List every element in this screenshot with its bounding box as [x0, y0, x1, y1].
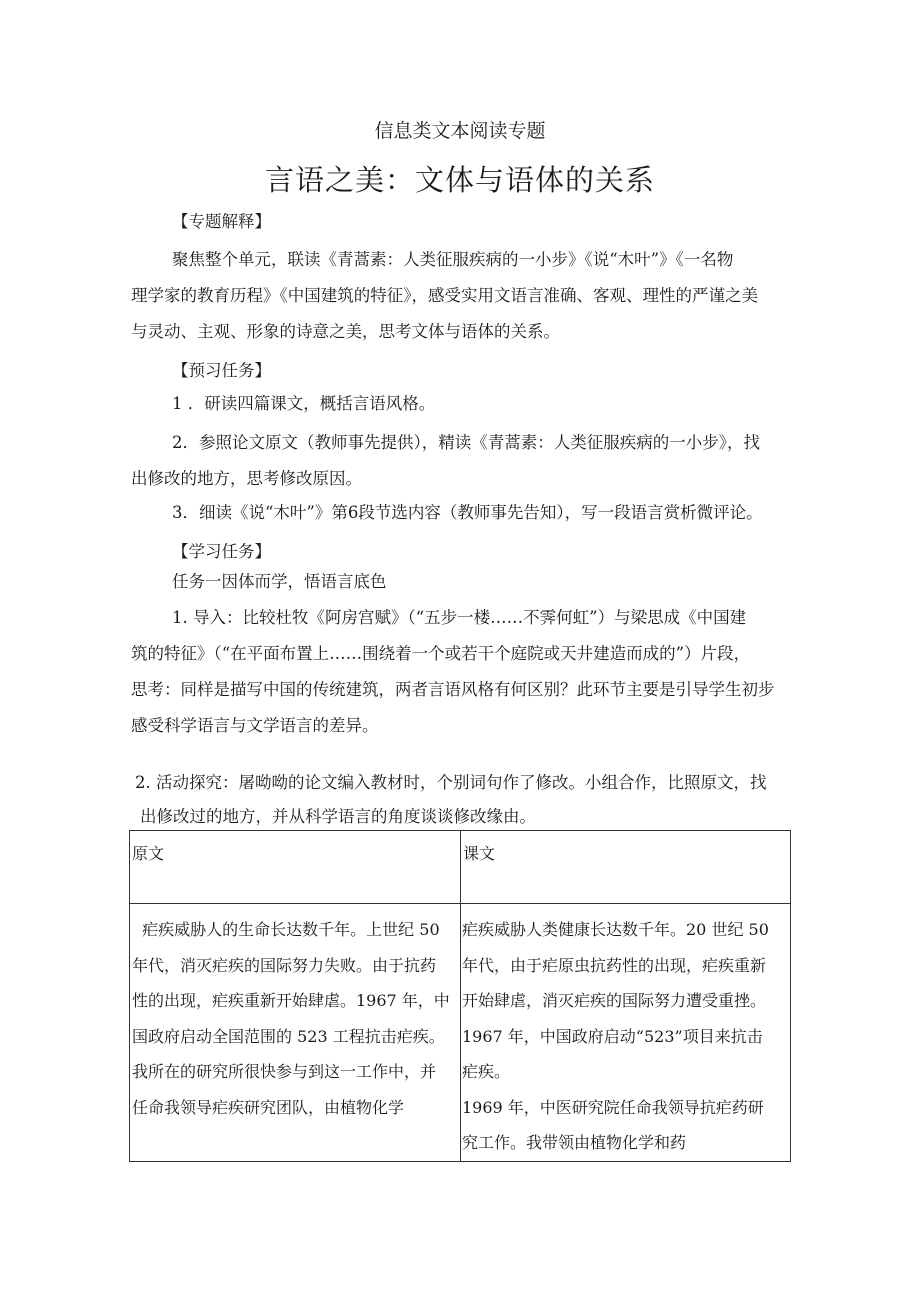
page-title: 言语之美：文体与语体的关系 [264, 163, 655, 197]
original-line: 任命我领导疟疾研究团队，由植物化学 [132, 1097, 405, 1117]
activity-paragraph [135, 766, 791, 834]
explain-paragraph [131, 242, 791, 350]
textbook-line: 1967 年，中国政府启动“523”项目来抗击 [462, 1026, 763, 1046]
original-text-cell [130, 904, 461, 1162]
study-intro-line: 1. 导入：比较杜牧《阿房宫赋》（“五步一楼……不霁何虹”）与梁思成《中国建 [172, 608, 747, 627]
textbook-line: 开始肆虐，消灭疟疾的国际努力遭受重挫。 [462, 991, 767, 1010]
textbook-line: 1969 年，中医研究院任命我领导抗疟药研 [462, 1097, 764, 1117]
task-1-title: 任务一因体而学，悟语言底色 [172, 572, 387, 591]
study-intro-line: 感受科学语言与文学语言的差异。 [131, 716, 379, 735]
section-heading-study: 【学习任务】 [172, 542, 271, 561]
textbook-line: 年代，由于疟原虫抗药性的出现，疟疾重新 [462, 955, 767, 975]
study-intro-line: 筑的特征》（“在平面布置上……围绕着一个或若干个庭院或天井建造而成的”）片段， [131, 644, 751, 663]
table-header-textbook [461, 831, 791, 904]
preview-item-2-line: 2．参照论文原文（教师事先提供），精读《青蒿素：人类征服疾病的一小步》，找 [172, 433, 760, 452]
textbook-line: 究工作。我带领由植物化学和药 [462, 1133, 687, 1152]
section-heading-explain: 【专题解释】 [172, 212, 271, 231]
textbook-text-cell [461, 904, 791, 1162]
section-heading-preview: 【预习任务】 [172, 361, 271, 380]
preview-item-2-line: 出修改的地方，思考修改原因。 [131, 469, 362, 488]
preview-item-1: 1 ．研读四篇课文，概括言语风格。 [172, 394, 436, 413]
original-line: 疟疾威胁人的生命长达数千年。上世纪 50 [132, 920, 440, 939]
activity-line: 出修改过的地方，并从科学语言的角度谈谈修改缘由。 [140, 807, 536, 826]
explain-line: 聚焦整个单元，联读《青蒿素：人类征服疾病的一小步》《说“木叶”》《一名物 [172, 250, 734, 269]
preview-item-3: 3．细读《说“木叶”》第6段节选内容（教师事先告知），写一段语言赏析微评论。 [172, 503, 763, 522]
preview-item-2 [131, 425, 791, 497]
study-intro-paragraph [131, 600, 791, 744]
explain-line: 与灵动、主观、形象的诗意之美，思考文体与语体的关系。 [131, 322, 560, 341]
table-header-original [130, 831, 461, 904]
original-line: 我所在的研究所很快参与到这一工作中，并 [132, 1062, 437, 1081]
textbook-column-label: 课文 [463, 844, 496, 863]
original-line: 年代，消灭疟疾的国际努力失败。由于抗药 [132, 955, 437, 975]
original-line: 国政府启动全国范围的 523 工程抗击疟疾。 [132, 1026, 445, 1046]
textbook-line: 疟疾。 [462, 1062, 511, 1081]
original-line: 性的出现，疟疾重新开始肆虐。1967 年，中 [132, 991, 450, 1010]
explain-line: 理学家的教育历程》《中国建筑的特征》，感受实用文语言准确、客观、理性的严谨之美 [131, 286, 758, 305]
table-header-row [130, 831, 791, 904]
original-column-label: 原文 [132, 844, 165, 863]
table-row [130, 904, 791, 1162]
activity-line: 2. 活动探究：屠呦呦的论文编入教材时，个别词句作了修改。小组合作，比照原文，找 [135, 773, 767, 792]
comparison-table [129, 830, 791, 1162]
textbook-line: 疟疾威胁人类健康长达数千年。20 世纪 50 [462, 920, 769, 939]
page-subtitle: 信息类文本阅读专题 [374, 120, 546, 142]
study-intro-line: 思考：同样是描写中国的传统建筑，两者言语风格有何区别？此环节主要是引导学生初步 [131, 680, 775, 699]
